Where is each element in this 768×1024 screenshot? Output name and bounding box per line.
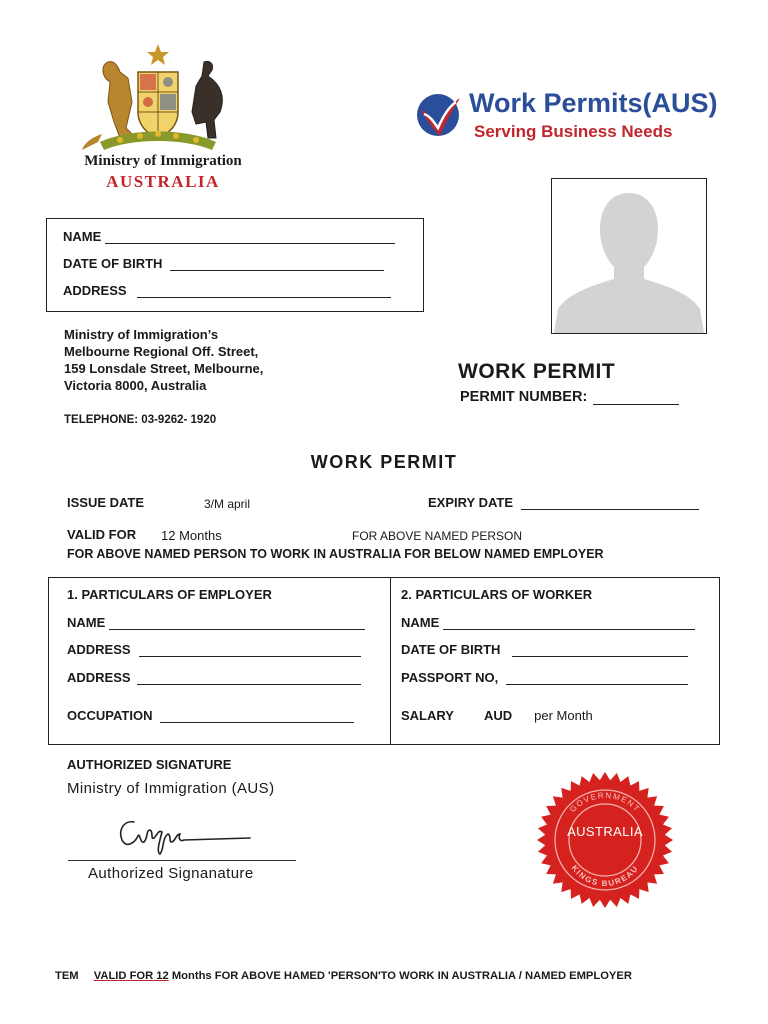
name-label: NAME [63, 229, 102, 244]
worker-name-field[interactable] [443, 617, 695, 630]
office-address [64, 326, 263, 394]
brand-title: Work Permits(AUS) [469, 88, 718, 118]
worker-passport-label: PASSPORT NO, [401, 670, 499, 685]
photo-placeholder [551, 178, 707, 334]
name-row [63, 229, 395, 244]
telephone: TELEPHONE: 03-9262- 1920 [64, 414, 217, 426]
worker-heading [401, 587, 592, 602]
expiry-date-label: EXPIRY DATE [428, 495, 514, 510]
dob-row [63, 256, 384, 271]
permit-number-field[interactable] [593, 392, 679, 405]
valid-for-label: VALID FOR [67, 527, 137, 542]
named-person-note: FOR ABOVE NAMED PERSON [352, 529, 523, 543]
worker-name-label: NAME [401, 615, 440, 630]
address-label: ADDRESS [63, 283, 127, 298]
brand-subtitle: Serving Business Needs [474, 122, 673, 141]
expiry-date-row [428, 495, 699, 510]
worker-salary-label: SALARY [401, 708, 454, 723]
work-permit-title: WORK PERMIT [310, 452, 458, 472]
office-line: Ministry of Immigration’s [64, 327, 219, 342]
employer-address2-row [67, 670, 361, 685]
office-line: Victoria 8000, Australia [64, 378, 207, 393]
permit-scope-statement: FOR ABOVE NAMED PERSON TO WORK IN AUSTRALIA FOR BELOW NAMED EMPLOYER [67, 547, 604, 561]
employer-address2-label: ADDRESS [67, 670, 131, 685]
ministry-name: Ministry of Immigration [84, 153, 242, 169]
salary-period: per Month [534, 708, 593, 723]
ministry-country: AUSTRALIA [106, 172, 220, 191]
work-permit-heading: WORK PERMIT [458, 360, 616, 383]
employer-address-row [67, 642, 361, 657]
signature-line [68, 860, 296, 861]
permit-number-row [460, 389, 679, 405]
employer-occupation-label: OCCUPATION [67, 708, 153, 723]
worker-dob-field[interactable] [512, 644, 688, 657]
personal-details-box [46, 218, 424, 312]
employer-name-label: NAME [67, 615, 106, 630]
office-line: Melbourne Regional Off. Street, [64, 344, 259, 359]
salary-currency: AUD [483, 708, 513, 723]
issue-date-value[interactable]: 3/M april [204, 497, 251, 511]
worker-passport-row [401, 670, 688, 685]
worker-dob-label: DATE OF BIRTH [401, 642, 501, 657]
seal-text: AUSTRALIA [567, 824, 643, 839]
footer-text: Months FOR ABOVE HAMED 'PERSON'TO WORK IN AUSTRALIA / NAMED EMPLOYER [168, 970, 632, 982]
employer-occupation-row [67, 708, 354, 723]
coat-of-arms-logo [80, 42, 235, 154]
footer-prefix: TEM [55, 970, 79, 982]
dob-label: DATE OF BIRTH [63, 256, 163, 271]
signature-caption: Authorized Signanature [88, 865, 254, 882]
authorized-signature-heading: AUTHORIZED SIGNATURE [67, 757, 232, 772]
worker-heading-text: 2. PARTICULARS OF WORKER [401, 587, 593, 602]
official-seal-stamp [535, 770, 675, 910]
worker-passport-field[interactable] [506, 672, 688, 685]
issue-date-label: ISSUE DATE [67, 495, 145, 510]
footer-statement [55, 970, 632, 982]
address-field[interactable] [137, 285, 391, 298]
expiry-date-field[interactable] [521, 497, 699, 510]
employer-name-field[interactable] [109, 617, 365, 630]
dob-field[interactable] [170, 258, 384, 271]
employer-occupation-field[interactable] [160, 710, 354, 723]
office-line: 159 Lonsdale Street, Melbourne, [64, 361, 264, 376]
worker-salary-row [401, 708, 593, 723]
footer-validity: VALID FOR 12 [93, 970, 169, 982]
valid-for-value[interactable]: 12 Months [161, 528, 222, 543]
person-silhouette-icon [552, 179, 706, 333]
employer-heading [67, 587, 272, 602]
name-field[interactable] [105, 231, 395, 244]
worker-name-row [401, 615, 695, 630]
employer-address2-field[interactable] [137, 672, 361, 685]
employer-name-row [67, 615, 365, 630]
seal-ring-bottom: KINGS BUREAU [569, 863, 641, 889]
authorizing-ministry: Ministry of Immigration (AUS) [67, 780, 275, 797]
permit-number-label: PERMIT NUMBER: [460, 389, 588, 405]
employer-heading-text: 1. PARTICULARS OF EMPLOYER [67, 587, 272, 602]
employer-address-field[interactable] [139, 644, 361, 657]
seal-ring-top: GOVERNMENT [568, 790, 642, 815]
address-row [63, 283, 391, 298]
particulars-divider [390, 577, 391, 745]
handwritten-signature [110, 808, 255, 858]
checkmark-globe-icon [414, 92, 462, 138]
employer-address-label: ADDRESS [67, 642, 131, 657]
worker-dob-row [401, 642, 688, 657]
